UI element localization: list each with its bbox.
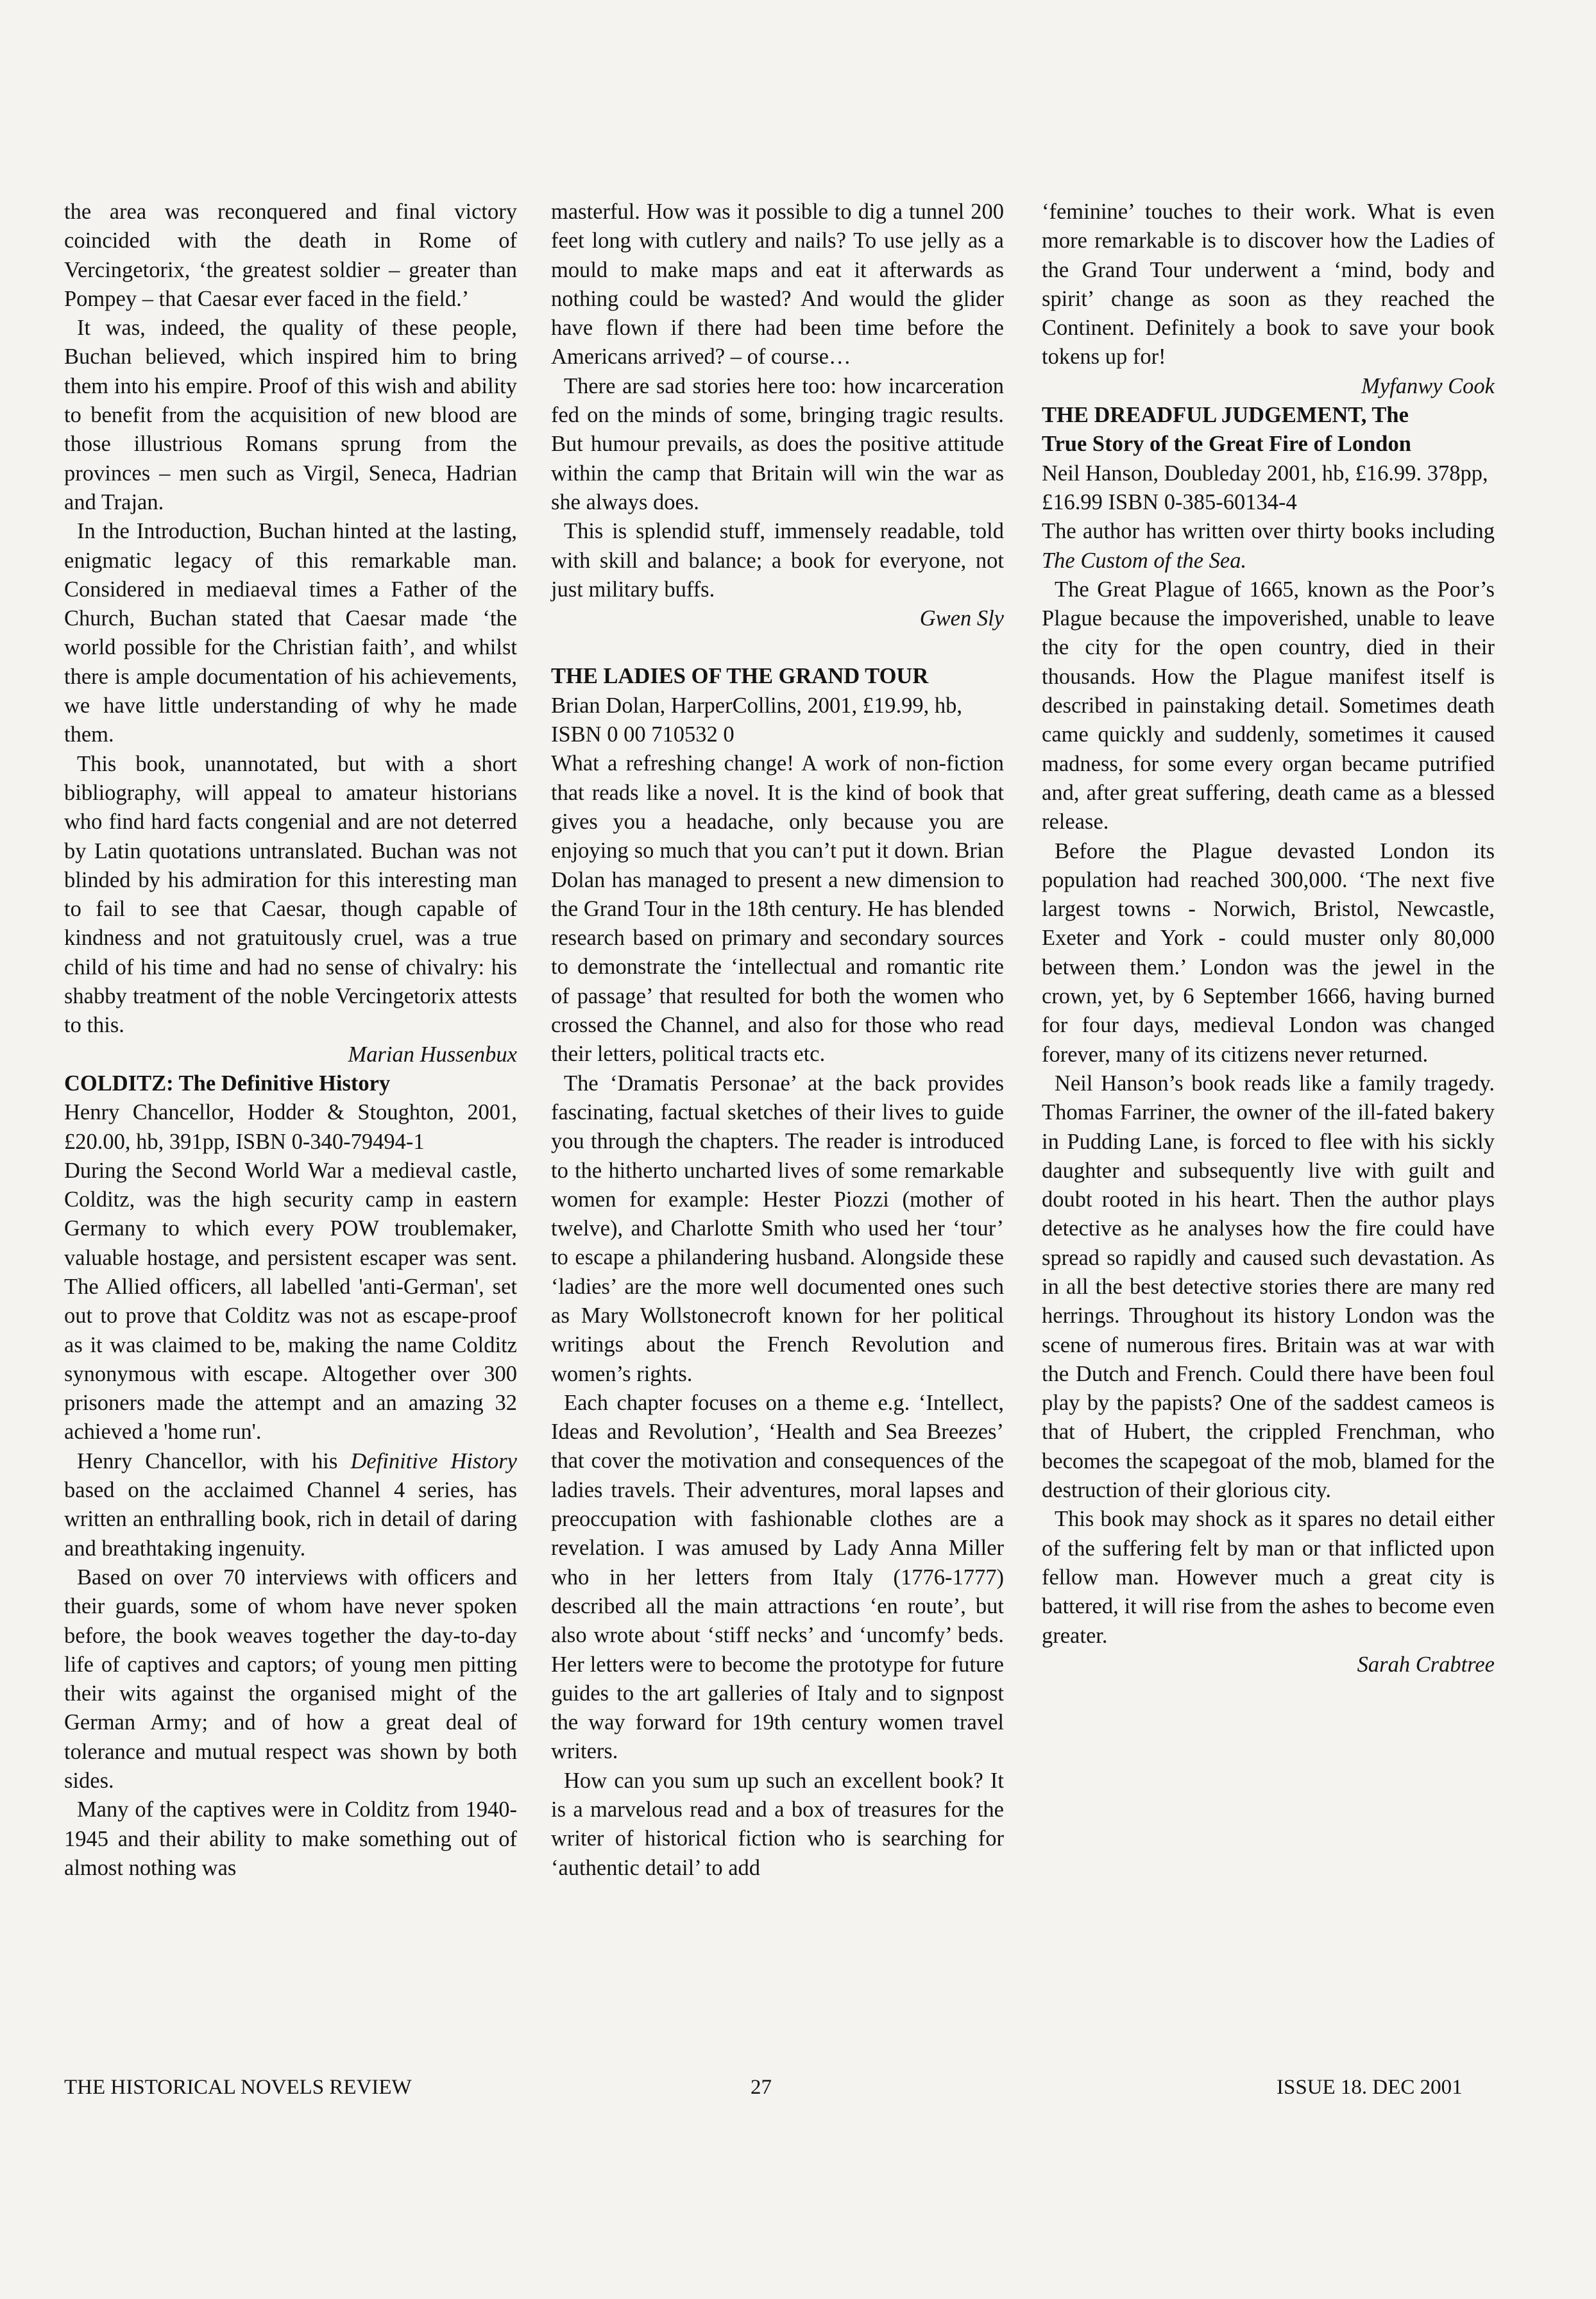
paragraph — [1042, 517, 1495, 575]
paragraph: There are sad stories here too: how incarceration fed on the minds of some, bringing tragic results. But humour prevails, as does the positive attitude within the camp that Britain will win the war as she always does. — [551, 373, 1004, 514]
reviewer-signature: Marian Hussenbux — [348, 1042, 517, 1067]
column-1 — [64, 198, 517, 1883]
paragraph: This is splendid stuff, immensely readable, told with skill and balance; a book for everyone, not just military buffs. — [551, 519, 1004, 602]
book-title-italic: Definitive History — [350, 1448, 517, 1473]
paragraph: How can you sum up such an excellent book? It is a marvelous read and a box of treasures for the writer of historical fiction who is searching for ‘authentic detail’ to add — [551, 1768, 1004, 1880]
spacer — [551, 633, 1004, 662]
footer-issue: ISSUE 18. DEC 2001 — [1277, 2076, 1463, 2099]
reviewer-signature: Myfanwy Cook — [1361, 373, 1495, 398]
text-run: The author has written over thirty books including — [1042, 519, 1495, 544]
paragraph: ‘feminine’ touches to their work. What is even more remarkable is to discover how the Ladies of the Grand Tour underwent a ‘mind, body and spirit’ change as soon as they reached the Continent. Definitely a book to save your book tokens up for! — [1042, 199, 1495, 369]
paragraph: masterful. How was it possible to dig a tunnel 200 feet long with cutlery and nails? To use jelly as a mould to make maps and eat it afterwards as nothing could be wasted? And would the glider have flown if there had been time before the Americans arrived? – of course… — [551, 199, 1004, 369]
paragraph: Before the Plague devasted London its population had reached 300,000. ‘The next five largest towns - Norwich, Bristol, Newcastle, Exeter and York - could muster only 80,000 between them.’ London was the jewel in the crown, yet, by 6 September 1666, having burned for four days, medieval London was changed forever, many of its citizens never returned. — [1042, 838, 1495, 1067]
footer-page-number: 27 — [751, 2076, 772, 2099]
review-title: COLDITZ: The Definitive History — [64, 1071, 391, 1096]
review-title: THE LADIES OF THE GRAND TOUR — [551, 664, 929, 689]
paragraph — [64, 1447, 517, 1563]
paragraph: This book may shock as it spares no detail either of the suffering felt by man or that inflicted upon fellow man. However much a great city is battered, it will rise from the ashes to become even greater. — [1042, 1507, 1495, 1648]
book-details: Brian Dolan, HarperCollins, 2001, £19.99, hb, ISBN 0 00 710532 0 — [551, 693, 963, 747]
reviewer-signature: Sarah Crabtree — [1357, 1652, 1495, 1677]
review-subtitle: True Story of the Great Fire of London — [1042, 432, 1411, 457]
paragraph: Based on over 70 interviews with officers and their guards, some of whom have never spoken before, the book weaves together the day-to-day life of captives and captors; of young men pitting their wits against the organised might of the German Army; and of how a great deal of tolerance and mutual respect was shown by both sides. — [64, 1565, 517, 1794]
book-details: Neil Hanson, Doubleday 2001, hb, £16.99. 378pp, £16.99 ISBN 0-385-60134-4 — [1042, 461, 1488, 514]
paragraph: Each chapter focuses on a theme e.g. ‘Intellect, Ideas and Revolution’, ‘Health and Sea Breezes’ that cover the motivation and consequences of the ladies travels. Their adventures, moral lapses and preoccupation with fashionable clothes are a revelation. I was amused by Lady Anna Miller who in her letters from Italy (1776-1777) described all the main attractions ‘en route’, but also wrote about ‘stiff necks’ and ‘uncomfy’ beds. Her letters were to become the prototype for future guides to the art galleries of Italy and to signpost the way forward for 19th century women travel writers. — [551, 1390, 1004, 1764]
column-3 — [1042, 198, 1495, 1679]
footer-publication-name: THE HISTORICAL NOVELS REVIEW — [64, 2076, 412, 2099]
paragraph: the area was reconquered and final victory coincided with the death in Rome of Vercingetorix, ‘the greatest soldier – greater than Pompey – that Caesar ever faced in the field.’ — [64, 199, 517, 311]
column-2 — [551, 198, 1004, 1883]
text-run: Henry Chancellor, with his — [77, 1448, 351, 1473]
review-title: THE DREADFUL JUDGEMENT, The — [1042, 403, 1409, 428]
book-details: Henry Chancellor, Hodder & Stoughton, 2001, £20.00, hb, 391pp, ISBN 0-340-79494-1 — [64, 1100, 517, 1154]
paragraph: Many of the captives were in Colditz from 1940-1945 and their ability to make something out of almost nothing was — [64, 1797, 517, 1880]
paragraph: The Great Plague of 1665, known as the Poor’s Plague because the impoverished, unable to leave the city for the open country, died in their thousands. How the Plague manifest itself is described in painstaking detail. Sometimes death came quickly and suddenly, sometimes it caused madness, for some every organ became putrified and, after great suffering, death came as a blessed release. — [1042, 577, 1495, 835]
paragraph: What a refreshing change! A work of non-fiction that reads like a novel. It is the kind of book that gives you a headache, only because you are enjoying so much that you can’t put it down. Brian Dolan has managed to present a new dimension to the Grand Tour in the 18th century. He has blended research based on primary and secondary sources to demonstrate the ‘intellectual and romantic rite of passage’ that resulted for both the women who crossed the Channel, and also for those who read their letters, political tracts etc. — [551, 751, 1004, 1067]
paragraph: In the Introduction, Buchan hinted at the lasting, enigmatic legacy of this remarkable man. Considered in mediaeval times a Father of the Church, Buchan stated that Caesar made ‘the world possible for the Christian faith’, and whilst there is ample documentation of his achievements, we have little understanding of why he made them. — [64, 519, 517, 747]
book-title-italic: The Custom of the Sea. — [1042, 548, 1247, 573]
paragraph: Neil Hanson’s book reads like a family tragedy. Thomas Farriner, the owner of the ill-fated bakery in Pudding Lane, is forced to flee with his sickly daughter and subsequently live with guilt and doubt rooted in his heart. Then the author plays detective as he analyses how the fire could have spread so rapidly and caused such devastation. As in all the best detective stories there are many red herrings. Throughout its history London was the scene of numerous fires. Britain was at war with the Dutch and French. Could there have been foul play by the papists? One of the saddest cameos is that of Hubert, the crippled Frenchman, who becomes the scapegoat of the mob, blamed for the destruction of their glorious city. — [1042, 1071, 1495, 1503]
text-run: based on the acclaimed Channel 4 series, has written an enthralling book, rich in detail of daring and breathtaking ingenuity. — [64, 1478, 517, 1561]
paragraph: This book, unannotated, but with a short bibliography, will appeal to amateur historians who find hard facts congenial and are not deterred by Latin quotations untranslated. Buchan was not blinded by his admiration for this interesting man to fail to see that Caesar, though capable of kindness and not gratuitously cruel, was a true child of his time and had no sense of chivalry: his shabby treatment of the noble Vercingetorix attests to this. — [64, 751, 517, 1038]
paragraph: The ‘Dramatis Personae’ at the back provides fascinating, factual sketches of their lives to guide you through the chapters. The reader is introduced to the hitherto uncharted lives of some remarkable women for example: Hester Piozzi (mother of twelve), and Charlotte Smith who used her ‘tour’ to escape a philandering husband. Alongside these ‘ladies’ are the more well documented ones such as Mary Wollstonecroft known for her political writings about the French Revolution and women’s rights. — [551, 1071, 1004, 1386]
paragraph: During the Second World War a medieval castle, Colditz, was the high security camp in eastern Germany to which every POW troublemaker, valuable hostage, and persistent escaper was sent. The Allied officers, all labelled 'anti-German', set out to prove that Colditz was not as escape-proof as it was claimed to be, making the name Colditz synonymous with escape. Altogether over 300 prisoners made the attempt and an amazing 32 achieved a 'home run'. — [64, 1158, 517, 1445]
paragraph: It was, indeed, the quality of these people, Buchan believed, which inspired him to bring them into his empire. Proof of this wish and ability to benefit from the acquisition of new blood are those illustrious Romans sprung from the provinces – men such as Virgil, Seneca, Hadrian and Trajan. — [64, 316, 517, 514]
reviewer-signature: Gwen Sly — [919, 606, 1004, 631]
